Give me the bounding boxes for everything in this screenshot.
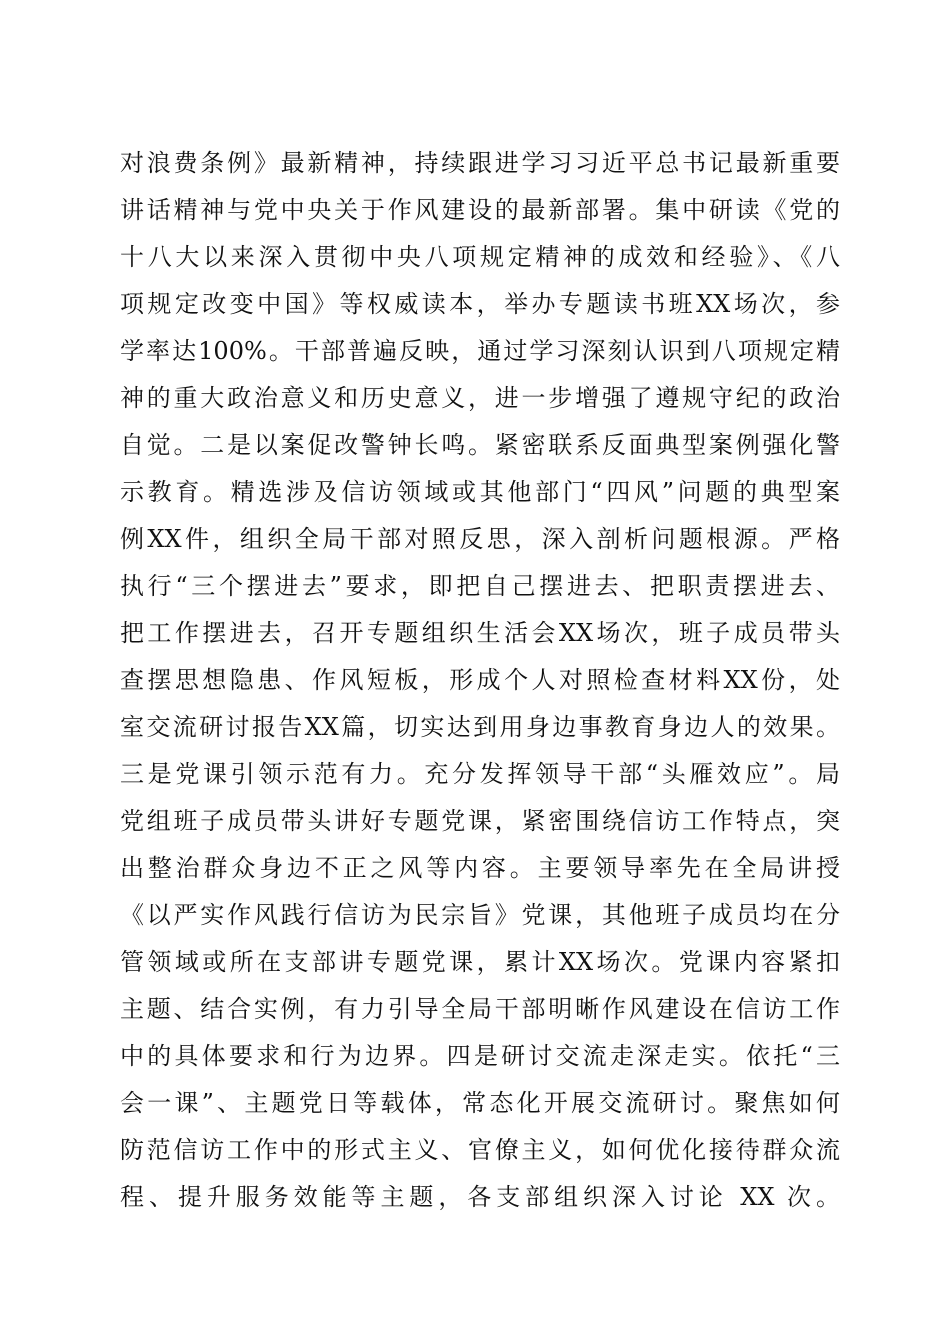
text-line: 出整治群众身边不正之风等内容。主要领导率先在全局讲授 bbox=[120, 854, 840, 882]
text-line: 项规定改变中国》等权威读本，举办专题读书班XX场次，参 bbox=[120, 290, 840, 318]
text-line: 中的具体要求和行为边界。四是研讨交流走深走实。依托“三 bbox=[120, 1042, 840, 1070]
text-line: 神的重大政治意义和历史意义，进一步增强了遵规守纪的政治 bbox=[120, 384, 840, 412]
text-line: 防范信访工作中的形式主义、官僚主义，如何优化接待群众流 bbox=[120, 1136, 840, 1164]
text-line: 把工作摆进去，召开专题组织生活会XX场次，班子成员带头 bbox=[120, 619, 840, 647]
text-line: 十八大以来深入贯彻中央八项规定精神的成效和经验》、《八 bbox=[120, 243, 840, 271]
text-line: 查摆思想隐患、作风短板，形成个人对照检查材料XX份，处 bbox=[120, 666, 840, 694]
text-line: 示教育。精选涉及信访领域或其他部门“四风”问题的典型案 bbox=[120, 478, 840, 506]
text-line: 党组班子成员带头讲好专题党课，紧密围绕信访工作特点，突 bbox=[120, 807, 840, 835]
body-text bbox=[120, 140, 840, 1221]
text-line: 执行“三个摆进去”要求，即把自己摆进去、把职责摆进去、 bbox=[120, 572, 840, 600]
text-line: 三是党课引领示范有力。充分发挥领导干部“头雁效应”。局 bbox=[120, 760, 840, 788]
text-line: 对浪费条例》最新精神，持续跟进学习习近平总书记最新重要 bbox=[120, 149, 840, 177]
text-line: 《以严实作风践行信访为民宗旨》党课，其他班子成员均在分 bbox=[120, 901, 840, 929]
text-line: 自觉。二是以案促改警钟长鸣。紧密联系反面典型案例强化警 bbox=[120, 431, 840, 459]
text-line: 讲话精神与党中央关于作风建设的最新部署。集中研读《党的 bbox=[120, 196, 840, 224]
text-line: 会一课”、主题党日等载体，常态化开展交流研讨。聚焦如何 bbox=[120, 1089, 840, 1117]
text-line: 学率达100%。干部普遍反映，通过学习深刻认识到八项规定精 bbox=[120, 337, 840, 365]
text-line: 室交流研讨报告XX篇，切实达到用身边事教育身边人的效果。 bbox=[120, 713, 840, 741]
text-line: 主题、结合实例，有力引导全局干部明晰作风建设在信访工作 bbox=[120, 995, 840, 1023]
text-line: 程、提升服务效能等主题，各支部组织深入讨论 XX 次。 bbox=[120, 1183, 840, 1211]
text-line: 例XX件，组织全局干部对照反思，深入剖析问题根源。严格 bbox=[120, 525, 840, 553]
text-line: 管领域或所在支部讲专题党课，累计XX场次。党课内容紧扣 bbox=[120, 948, 840, 976]
